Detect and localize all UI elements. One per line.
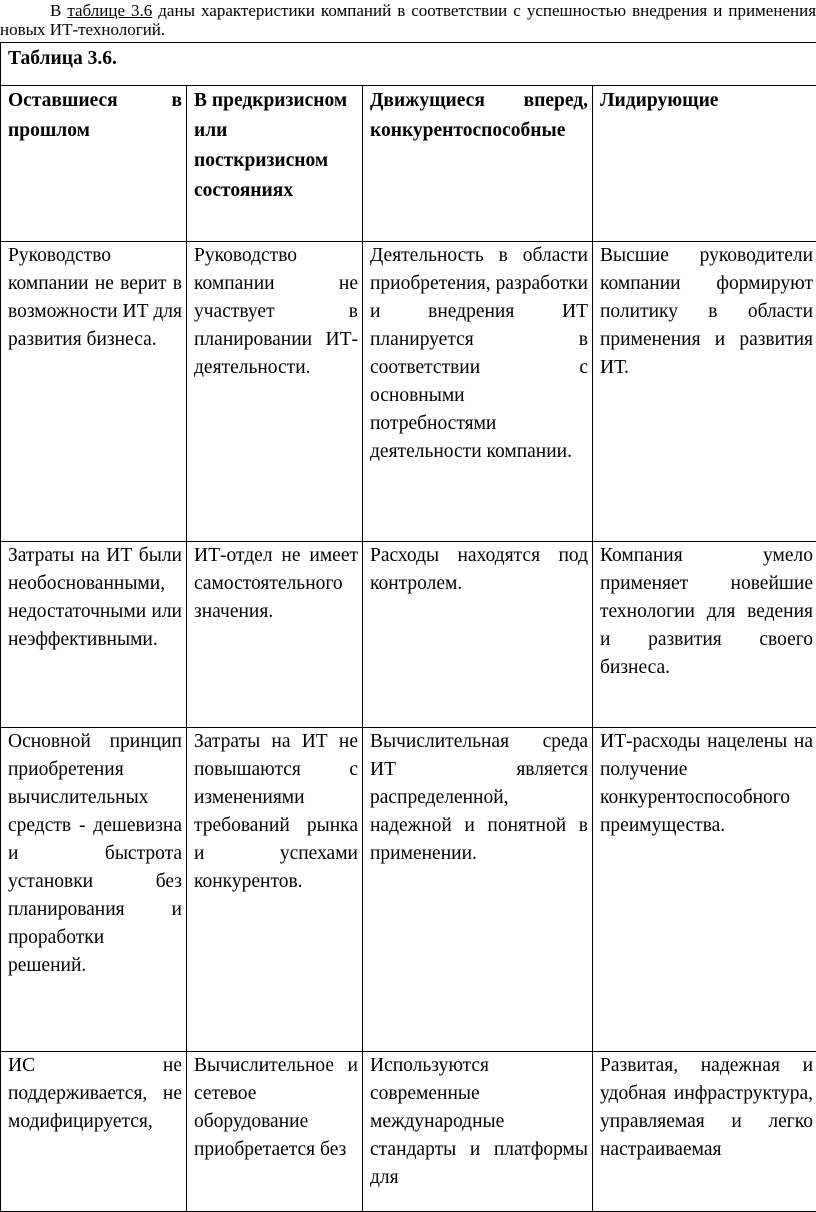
table-cell: ИТ-отдел не имеет самостоятельного значения. — [187, 542, 363, 728]
table-cell: ИТ-расходы нацелены на получение конкурентоспособного преимущества. — [593, 728, 816, 1052]
intro-paragraph — [0, 1, 816, 39]
intro-prefix: В — [50, 1, 61, 20]
table-row — [1, 542, 816, 728]
companies-table — [0, 42, 816, 1212]
table-cell: Вычислительное и сетевое оборудование приобретается без — [187, 1052, 363, 1212]
table-cell: Развитая, надежная и удобная инфраструктура, управляемая и легко настраиваемая — [593, 1052, 816, 1212]
table-cell: Компания умело применяет новейшие технологии для ведения и развития своего бизнеса. — [593, 542, 816, 728]
header-past: Оставшиеся в прошлом — [1, 86, 187, 242]
table-row — [1, 1052, 816, 1212]
table-cell: Руководство компании не участвует в планировании ИТ-деятельности. — [187, 242, 363, 542]
table-cell: Руководство компании не верит в возможности ИТ для развития бизнеса. — [1, 242, 187, 542]
table-cell: ИС не поддерживается, не модифицируется, — [1, 1052, 187, 1212]
table-cell: Расходы находятся под контролем. — [363, 542, 593, 728]
table-header-row — [1, 86, 816, 242]
table-cell: Затраты на ИТ были необоснованными, недостаточными или неэффективными. — [1, 542, 187, 728]
table-reference-link[interactable]: таблице 3.6 — [67, 1, 152, 20]
header-crisis: В предкризисном или посткризисном состояниях — [187, 86, 363, 242]
table-cell: Вычислительная среда ИТ является распределенной, надежной и понятной в применении. — [363, 728, 593, 1052]
table-caption-row — [1, 43, 816, 86]
table-cell: Используются современные международные стандарты и платформы для — [363, 1052, 593, 1212]
table-cell: Затраты на ИТ не повышаются с изменениями требований рынка и успехами конкурентов. — [187, 728, 363, 1052]
intro-text: даны характеристики компаний в соответствии с успешностью внедрения и применения новых ИТ-технологий. — [0, 1, 816, 39]
table-row — [1, 728, 816, 1052]
table-cell: Деятельность в области приобретения, разработки и внедрения ИТ планируется в соответствии с основными потребностями деятельности компании. — [363, 242, 593, 542]
table-cell: Высшие руководители компании формируют политику в области применения и развития ИТ. — [593, 242, 816, 542]
header-moving-forward: Движущиеся вперед, конкурентоспособные — [363, 86, 593, 242]
header-leading: Лидирующие — [593, 86, 816, 242]
table-caption: Таблица 3.6. — [1, 43, 816, 86]
table-cell: Основной принцип приобретения вычислительных средств - дешевизна и быстрота установки без планирования и проработки решений. — [1, 728, 187, 1052]
table-row — [1, 242, 816, 542]
